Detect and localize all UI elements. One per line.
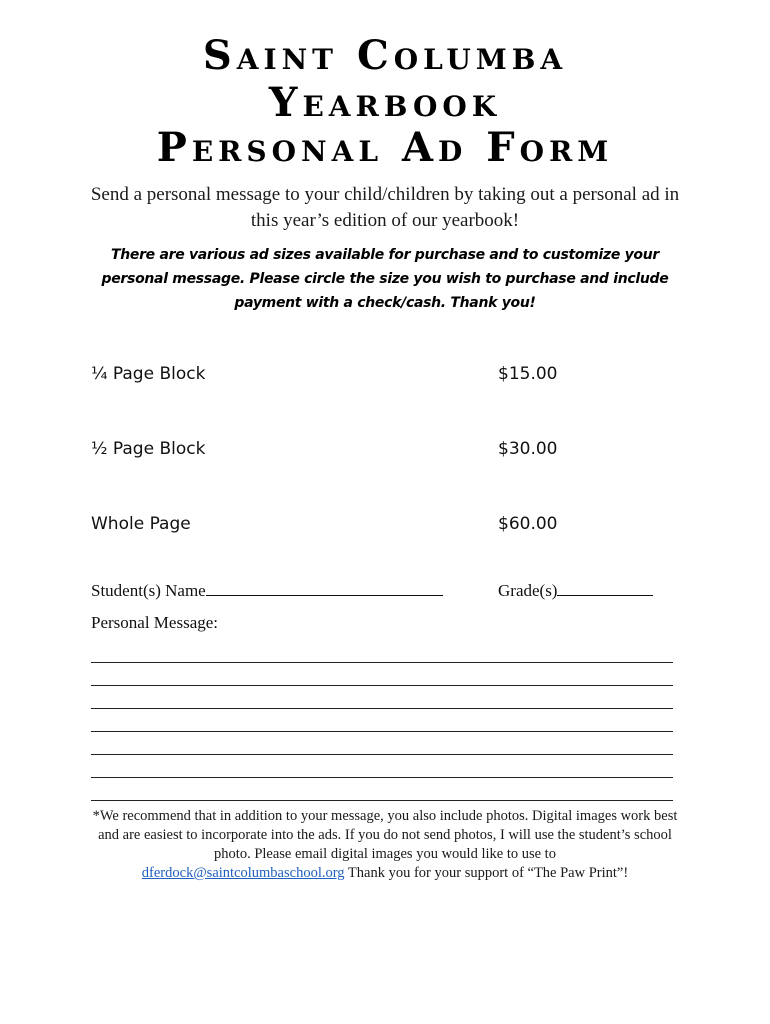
grade-input-line[interactable]: [557, 581, 653, 596]
form-title-line-3: Personal Ad Form: [156, 124, 614, 171]
footnote-thanks: Thank you for your support of “The Paw Print”!: [344, 865, 629, 881]
footnote: [90, 807, 680, 883]
option-quarter-page-label[interactable]: ¼ Page Block: [91, 364, 206, 384]
personal-message-label: Personal Message:: [91, 613, 219, 632]
message-line[interactable]: [91, 778, 673, 801]
option-whole-page-price: $60.00: [498, 514, 558, 534]
message-line[interactable]: [91, 640, 673, 663]
student-name-field[interactable]: [91, 581, 443, 601]
option-half-page-price: $30.00: [498, 439, 558, 459]
grade-label: Grade(s): [498, 581, 558, 600]
email-link[interactable]: dferdock@saintcolumbaschool.org: [141, 865, 345, 881]
option-half-page-label[interactable]: ½ Page Block: [91, 439, 206, 459]
student-name-label: Student(s) Name: [91, 581, 206, 600]
form-title-line-2: Yearbook: [268, 79, 502, 126]
message-line[interactable]: [91, 663, 673, 686]
intro-text: Send a personal message to your child/children by taking out a personal ad in this year’s edition of our yearbook!: [90, 184, 680, 231]
message-line[interactable]: [91, 709, 673, 732]
message-line[interactable]: [91, 686, 673, 709]
option-whole-page-label[interactable]: Whole Page: [91, 514, 191, 534]
instructions-text: There are various ad sizes available for purchase and to customize your personal message. Please circle the size you wish to purchase and include payment with a check/cash. Thank you!: [101, 247, 669, 311]
personal-message-area[interactable]: [91, 640, 673, 801]
message-line[interactable]: [91, 755, 673, 778]
message-line[interactable]: [91, 732, 673, 755]
footnote-text: *We recommend that in addition to your message, you also include photos. Digital images work best and are easiest to incorporate into the ads. If you do not send photos, I will use the student’s school photo. Please email digital images you would like to use to: [92, 808, 678, 862]
student-name-input-line[interactable]: [206, 581, 443, 596]
option-quarter-page-price: $15.00: [498, 364, 558, 384]
form-title-line-1: Saint Columba: [202, 32, 568, 79]
grade-field[interactable]: [498, 581, 653, 601]
